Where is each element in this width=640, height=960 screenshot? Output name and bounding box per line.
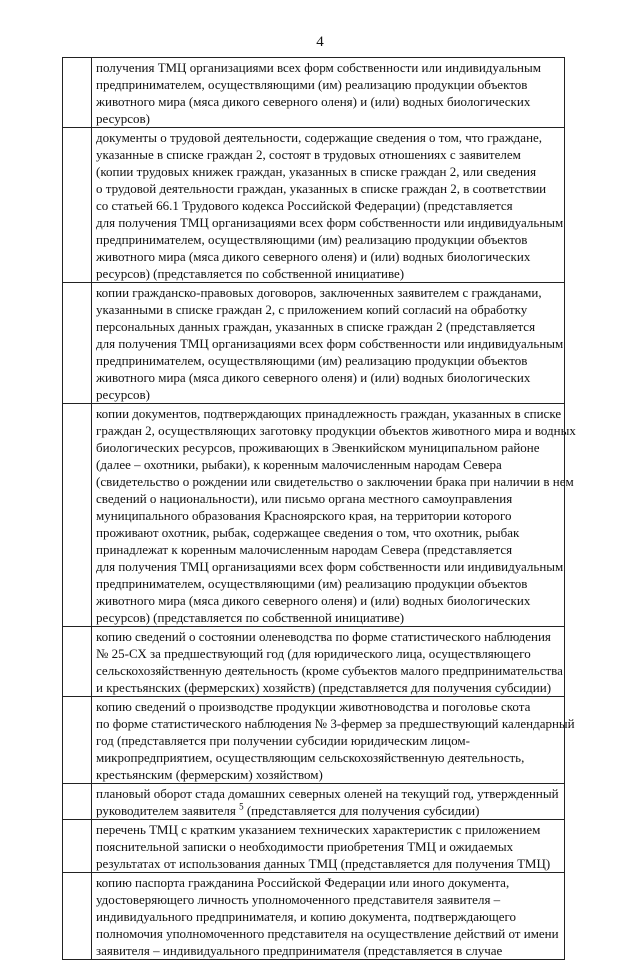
- text-line: и крестьянских (фермерских) хозяйств) (представляется для получения субсидии): [96, 680, 552, 695]
- document-description-cell: [92, 283, 565, 404]
- text-line: копии гражданско-правовых договоров, заключенных заявителем с гражданами,: [96, 285, 542, 300]
- text-line: по форме статистического наблюдения № 3-фермер за предшествующий календарный: [96, 716, 575, 731]
- table-row: [63, 784, 565, 820]
- document-description-cell: [92, 873, 565, 960]
- document-description: [92, 697, 575, 783]
- text-line: ресурсов) (представляется по собственной инициативе): [96, 266, 405, 281]
- row-number-cell: [63, 128, 92, 283]
- text-line: год (представляется при получении субсидии юридическим лицом-: [96, 733, 470, 748]
- document-description-cell: [92, 128, 565, 283]
- text-line: крестьянским (фермерским) хозяйством): [96, 767, 323, 782]
- text-line: ресурсов): [96, 111, 150, 126]
- text-line: предпринимателем, осуществляющими (им) реализацию продукции объектов: [96, 77, 528, 92]
- text-line: документы о трудовой деятельности, содержащие сведения о том, что граждане,: [96, 130, 543, 145]
- document-description: [92, 873, 564, 959]
- text-line: результатах от использования данных ТМЦ (представляется для получения ТМЦ): [96, 856, 551, 871]
- text-line: индивидуального предпринимателя, и копию документа, подтверждающего: [96, 909, 516, 924]
- text-line: удостоверяющего личность уполномоченного представителя заявителя –: [96, 892, 501, 907]
- row-number-cell: [63, 58, 92, 128]
- document-description: [92, 128, 564, 282]
- document-description-cell: [92, 820, 565, 873]
- document-description-cell: [92, 404, 576, 627]
- text-line: биологических ресурсов, проживающих в Эвенкийском муниципальном районе: [96, 440, 540, 455]
- text-line: (копии трудовых книжек граждан, указанных в списке граждан 2, или сведения: [96, 164, 537, 179]
- text-line: ресурсов) (представляется по собственной инициативе): [96, 610, 405, 625]
- text-line: указанные в списке граждан 2, состоят в трудовых отношениях с заявителем: [96, 147, 521, 162]
- document-description-cell: [92, 627, 565, 697]
- footnote-reference: 5: [239, 801, 244, 812]
- text-line: копию паспорта гражданина Российской Федерации или иного документа,: [96, 875, 510, 890]
- text-line: (свидетельство о рождении или свидетельство о заключении брака при наличии в нем: [96, 474, 574, 489]
- page-number: 4: [316, 34, 324, 50]
- text-line: полномочия уполномоченного представителя на осуществление действий от имени: [96, 926, 559, 941]
- row-number-cell: [63, 820, 92, 873]
- table-row: [63, 873, 565, 960]
- text-line: ресурсов): [96, 387, 150, 402]
- text-line: для получения ТМЦ организациями всех форм собственности или индивидуальным: [96, 215, 564, 230]
- row-number-cell: [63, 627, 92, 697]
- text-line: [96, 802, 562, 819]
- text-line: для получения ТМЦ организациями всех форм собственности или индивидуальным: [96, 336, 564, 351]
- text-line: предпринимателем, осуществляющими (им) реализацию продукции объектов: [96, 232, 528, 247]
- text-line: персональных данных граждан, указанных в списке граждан 2 (представляется: [96, 319, 536, 334]
- text-line: микропредприятием, осуществляющим сельскохозяйственную деятельность,: [96, 750, 525, 765]
- document-description-cell: [92, 784, 565, 820]
- text-line: получения ТМЦ организациями всех форм собственности или индивидуальным: [96, 60, 541, 75]
- text-line: со статьей 66.1 Трудового кодекса Российской Федерации) (представляется: [96, 198, 513, 213]
- table-row: [63, 58, 565, 128]
- document-description-cell: [92, 697, 575, 784]
- text-line: указанными в списке граждан 2, с приложением копий согласий на обработку: [96, 302, 528, 317]
- text-line: копию сведений о состоянии оленеводства по форме статистического наблюдения: [96, 629, 551, 644]
- document-description: [92, 404, 576, 626]
- text-line: проживают охотник, рыбак, содержащее сведения о том, что охотник, рыбак: [96, 525, 520, 540]
- text-line: № 25-СХ за предшествующий год (для юридического лица, осуществляющего: [96, 646, 531, 661]
- table-row: [63, 627, 565, 697]
- text-line: перечень ТМЦ с кратким указанием технических характеристик с приложением: [96, 822, 541, 837]
- text-fragment: руководителем заявителя: [96, 803, 240, 818]
- table-row: [63, 128, 565, 283]
- text-line: животного мира (мяса дикого северного оленя) и (или) водных биологических: [96, 593, 531, 608]
- table-row: [63, 697, 565, 784]
- text-line: заявителя – индивидуального предпринимателя (представляется в случае: [96, 943, 503, 958]
- text-line: граждан 2, осуществляющих заготовку продукции объектов животного мира и водных: [96, 423, 576, 438]
- text-line: муниципального образования Красноярского края, на территории которого: [96, 508, 512, 523]
- document-description-cell: [92, 58, 565, 128]
- table-row: [63, 820, 565, 873]
- row-number-cell: [63, 697, 92, 784]
- document-description: [92, 58, 564, 127]
- row-number-cell: [63, 283, 92, 404]
- text-line: копии документов, подтверждающих принадлежность граждан, указанных в списке: [96, 406, 562, 421]
- text-line: предпринимателем, осуществляющими (им) реализацию продукции объектов: [96, 353, 528, 368]
- text-line: животного мира (мяса дикого северного оленя) и (или) водных биологических: [96, 370, 531, 385]
- text-line: животного мира (мяса дикого северного оленя) и (или) водных биологических: [96, 249, 531, 264]
- row-number-cell: [63, 404, 92, 627]
- text-line: животного мира (мяса дикого северного оленя) и (или) водных биологических: [96, 94, 531, 109]
- table-row: [63, 404, 565, 627]
- document-description: [92, 283, 564, 403]
- table-body: [63, 58, 576, 960]
- table-row: [63, 283, 565, 404]
- text-line: о трудовой деятельности граждан, указанных в списке граждан 2, в соответствии: [96, 181, 547, 196]
- documents-table: [62, 57, 576, 960]
- text-line: сведений о национальности), или письмо органа местного самоуправления: [96, 491, 513, 506]
- text-line: (далее – охотники, рыбаки), к коренным малочисленным народам Севера: [96, 457, 502, 472]
- document-description: [92, 627, 564, 696]
- text-line: предпринимателем, осуществляющими (им) реализацию продукции объектов: [96, 576, 528, 591]
- text-line: для получения ТМЦ организациями всех форм собственности или индивидуальным: [96, 559, 564, 574]
- document-description: [92, 784, 564, 819]
- row-number-cell: [63, 784, 92, 820]
- row-number-cell: [63, 873, 92, 960]
- text-line: копию сведений о производстве продукции животноводства и поголовье скота: [96, 699, 531, 714]
- text-line: принадлежат к коренным малочисленным народам Севера (представляется: [96, 542, 513, 557]
- text-fragment: (представляется для получения субсидии): [243, 803, 480, 818]
- text-line: сельскохозяйственную деятельность (кроме субъектов малого предпринимательства: [96, 663, 563, 678]
- text-line: плановый оборот стада домашних северных оленей на текущий год, утвержденный: [96, 786, 559, 801]
- text-line: пояснительной записки о необходимости приобретения ТМЦ и ожидаемых: [96, 839, 514, 854]
- document-description: [92, 820, 564, 872]
